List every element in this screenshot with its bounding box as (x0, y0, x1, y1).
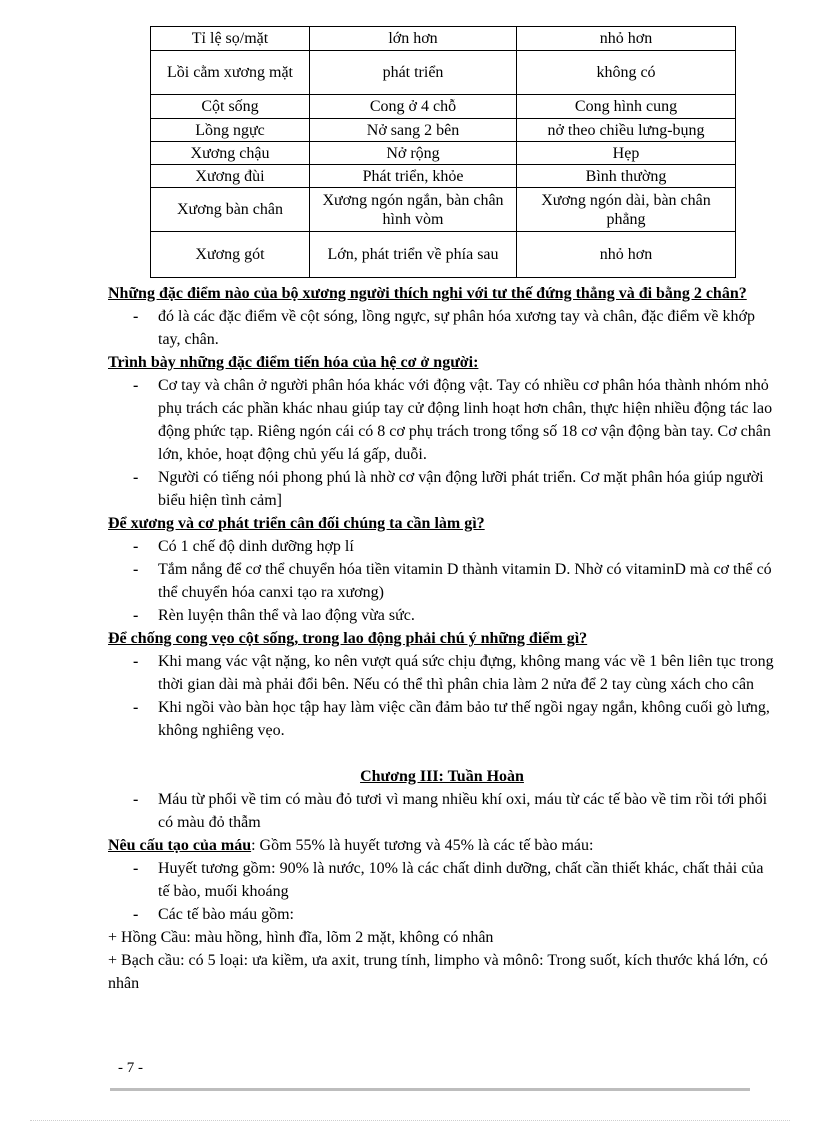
page-number: - 7 - (118, 1060, 143, 1076)
table-cell: Lồng ngực (151, 119, 310, 142)
list-item: - Các tế bào máu gồm: (133, 906, 294, 923)
comparison-table (150, 26, 736, 278)
table-row (151, 232, 736, 278)
table-cell: Cong ở 4 chỗ (310, 95, 517, 119)
table-cell: Tỉ lệ sọ/mặt (151, 27, 310, 51)
main-content (108, 282, 776, 995)
list-item: + Bạch cầu: có 5 loại: ưa kiềm, ưa axit, trung tính, limpho và mônô: Trong suốt, kích thước khá lớn, có nhân (108, 952, 768, 992)
table-cell: Cột sống (151, 95, 310, 119)
section-heading: Để xương và cơ phát triển cân đối chúng ta cần làm gì? (108, 515, 485, 532)
table-cell: phát triển (310, 51, 517, 95)
chapter-title: Chương III: Tuần Hoàn (360, 768, 524, 785)
table-row (151, 27, 736, 51)
blood-paragraph: Nêu cấu tạo của máu: Gồm 55% là huyết tương và 45% là các tế bào máu: (108, 837, 594, 854)
table-cell: Phát triển, khỏe (310, 165, 517, 188)
list-item: - Có 1 chế độ dinh dưỡng hợp lí (133, 538, 354, 555)
list-item: - Khi mang vác vật nặng, ko nên vượt quá sức chịu đựng, không mang vác về 1 bên liên tục trong thời gian dài mà phải đổi bên. Nếu có thể thì phân chia làm 2 nửa để 2 tay cùng xách cho cân (133, 653, 774, 693)
table-cell: Xương ngón dài, bàn chân phẳng (517, 188, 736, 232)
list-item: - Máu từ phổi về tim có màu đỏ tươi vì mang nhiều khí oxi, máu từ các tế bào về tim rồi tới phổi có màu đỏ thẫm (133, 791, 768, 831)
section-heading: Trình bày những đặc điểm tiến hóa của hệ cơ ở người: (108, 354, 479, 371)
section-heading: Nêu cấu tạo của máu (108, 837, 252, 854)
table-cell: nhỏ hơn (517, 27, 736, 51)
list-item: - đó là các đặc điểm về cột sóng, lồng ngực, sự phân hóa xương tay và chân, đặc điểm về khớp tay, chân. (133, 308, 755, 348)
table-cell: Lồi cằm xương mặt (151, 51, 310, 95)
section-heading: Để chống cong vẹo cột sống, trong lao động phải chú ý những điểm gì? (108, 630, 588, 647)
table-cell: Cong hình cung (517, 95, 736, 119)
list-item: - Tắm nắng để cơ thể chuyển hóa tiền vitamin D thành vitamin D. Nhờ có vitaminD mà cơ thể có thể chuyển hóa canxi tạo ra xương) (133, 561, 772, 601)
table-cell: nhỏ hơn (517, 232, 736, 278)
list-item: - Cơ tay và chân ở người phân hóa khác với động vật. Tay có nhiều cơ phân hóa thành nhóm nhỏ phụ trách các phần khác nhau giúp tay cử động linh hoạt hơn chân, thực hiện nhiều động tác lao động phức tạp. Riêng ngón cái có 8 cơ phụ trách trong tổng số 18 cơ vận động bàn tay. Cơ chân lớn, khỏe, hoạt động chủ yếu lá gấp, duỗi. (133, 377, 773, 463)
table-cell: Hẹp (517, 142, 736, 165)
table-cell: Xương gót (151, 232, 310, 278)
table-cell: Xương ngón ngắn, bàn chân hình vòm (310, 188, 517, 232)
table-row (151, 119, 736, 142)
table-cell: không có (517, 51, 736, 95)
page-edge-divider (30, 1120, 790, 1121)
table-cell: Bình thường (517, 165, 736, 188)
table-cell: Nở sang 2 bên (310, 119, 517, 142)
table-row (151, 142, 736, 165)
table-row (151, 165, 736, 188)
list-item: - Rèn luyện thân thể và lao động vừa sức. (133, 607, 415, 624)
table-cell: Xương chậu (151, 142, 310, 165)
footer-divider (110, 1088, 750, 1091)
list-item: + Hồng Cầu: màu hồng, hình đĩa, lõm 2 mặt, không có nhân (108, 929, 494, 946)
table-cell: Lớn, phát triển về phía sau (310, 232, 517, 278)
table-cell: Xương đùi (151, 165, 310, 188)
list-item: - Huyết tương gồm: 90% là nước, 10% là các chất dinh dưỡng, chất cần thiết khác, chất thải của tế bào, muối khoáng (133, 860, 764, 900)
table-row (151, 188, 736, 232)
list-item: - Khi ngồi vào bàn học tập hay làm việc cần đảm bảo tư thế ngồi ngay ngắn, không cuối gò lưng, không nghiêng vẹo. (133, 699, 770, 739)
table-cell: lớn hơn (310, 27, 517, 51)
list-item: - Người có tiếng nói phong phú là nhờ cơ vận động lưỡi phát triển. Cơ mặt phân hóa giúp người biểu hiện tình cảm] (133, 469, 764, 509)
section-heading: Những đặc điểm nào của bộ xương người thích nghi với tư thế đứng thẳng và đi bằng 2 chân? (108, 285, 747, 302)
table-row (151, 95, 736, 119)
table-cell: Xương bàn chân (151, 188, 310, 232)
table-cell: nở theo chiều lưng-bụng (517, 119, 736, 142)
table-cell: Nở rộng (310, 142, 517, 165)
table-row (151, 51, 736, 95)
